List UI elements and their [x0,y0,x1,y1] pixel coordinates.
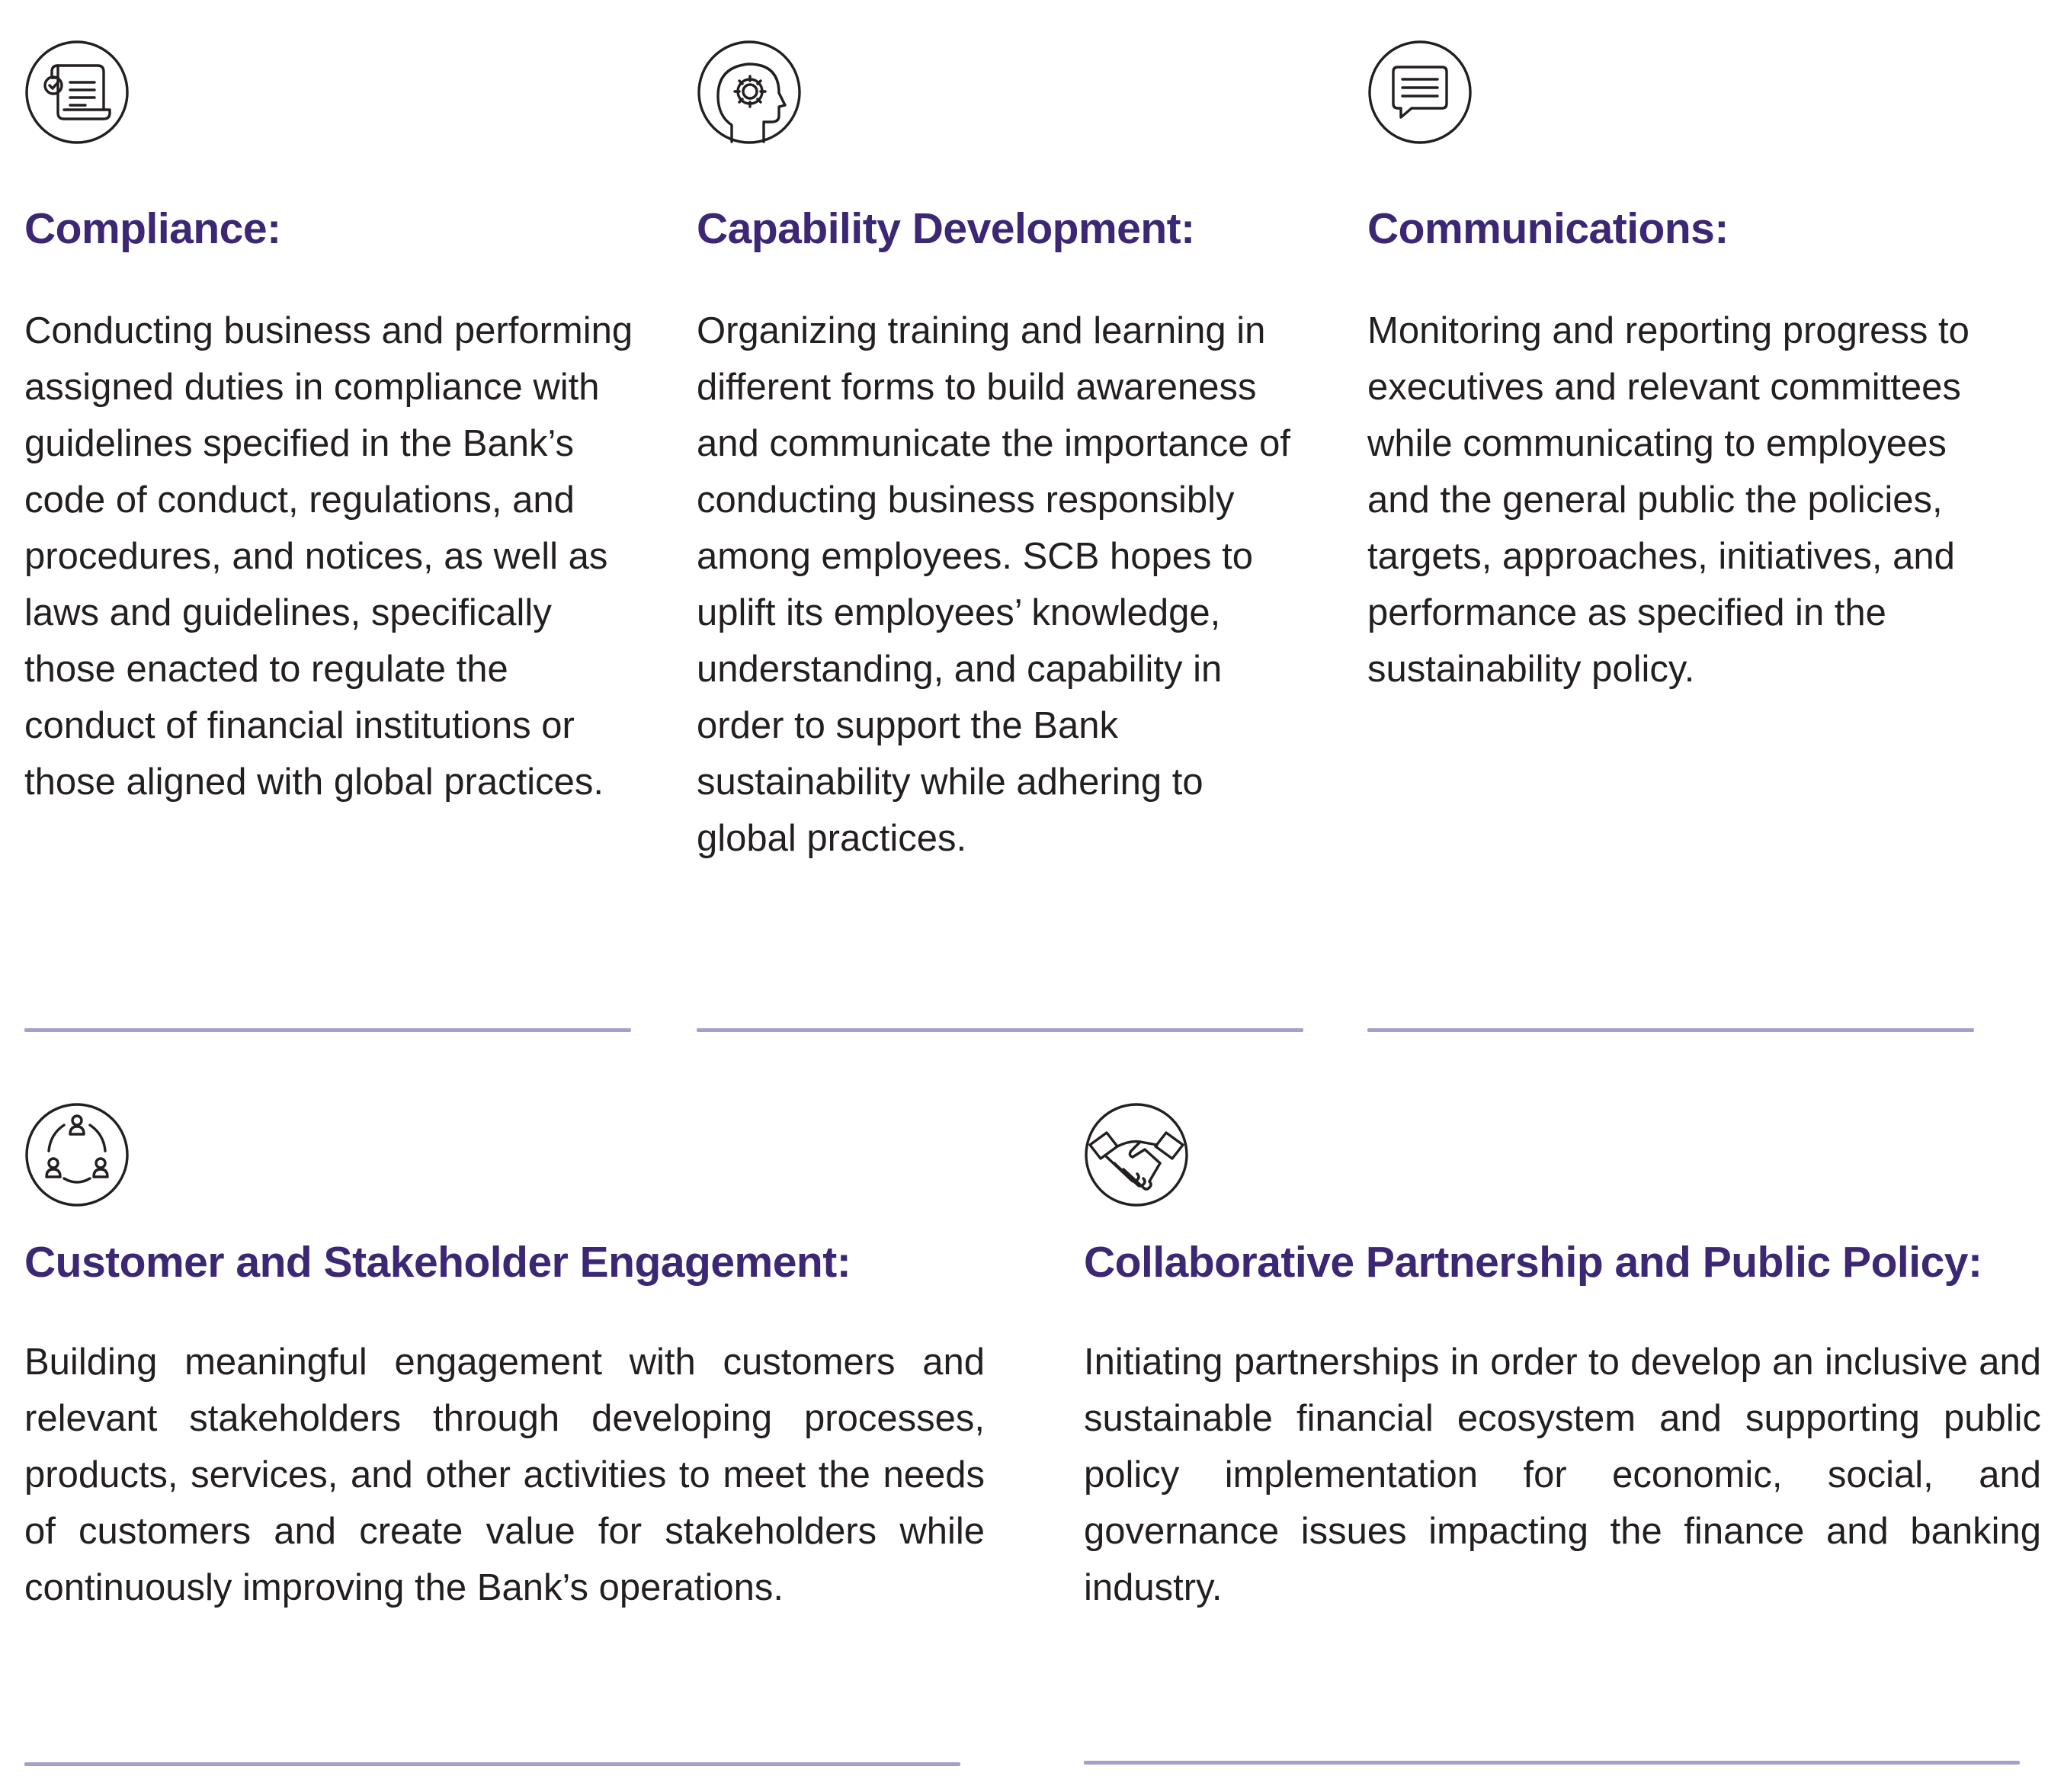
card-body: Initiating partnerships in order to develop an inclusive and sustainable financial ecosystem and supporting public policy implementation for economic, social, and governance issues impacting the finance and banking industry. [1084,1342,2041,1608]
card-communications [1367,40,1977,878]
card-body: Monitoring and reporting progress to executives and relevant committees while communicating to employees and the general public the policies, targets, approaches, initiatives, and performance as specified in the sustainability policy. [1367,310,1969,690]
card-title: Customer and Stakeholder Engagement: [24,1238,851,1287]
people-network-icon [24,1102,130,1207]
card-compliance [24,40,634,878]
card-body: Organizing training and learning in different forms to build awareness and communicate the importance of conducting business responsibly among employees. SCB hopes to uplift its employees’ knowledge, understanding, and capability in order to support the Bank sustainability while adhering to global practices. [697,310,1290,859]
card-customer-stakeholder-engagement [24,1102,985,1758]
divider [697,1028,1303,1032]
divider [1367,1028,1974,1032]
scroll-document-icon [24,40,130,145]
card-collaborative-partnership [1084,1102,2041,1758]
card-title: Communications: [1367,204,1729,253]
divider [24,1762,960,1766]
card-title: Collaborative Partnership and Public Policy: [1084,1238,1982,1287]
card-capability-development [697,40,1314,954]
card-title: Capability Development: [697,204,1195,253]
head-gear-icon [697,40,802,145]
card-title: Compliance: [24,204,281,253]
card-body: Conducting business and performing assigned duties in compliance with guidelines specified in the Bank’s code of conduct, regulations, and procedures, and notices, as well as laws and guidelines, specifically those enacted to regulate the conduct of financial institutions or those aligned with global practices. [24,310,633,803]
chat-bubble-icon [1367,40,1473,145]
divider [24,1028,631,1032]
handshake-icon [1084,1102,1189,1207]
divider [1084,1761,2020,1765]
card-body: Building meaningful engagement with customers and relevant stakeholders through developing processes, products, services, and other activities to meet the needs of customers and create value for stakeholders while continuously improving the Bank’s operations. [24,1342,985,1608]
